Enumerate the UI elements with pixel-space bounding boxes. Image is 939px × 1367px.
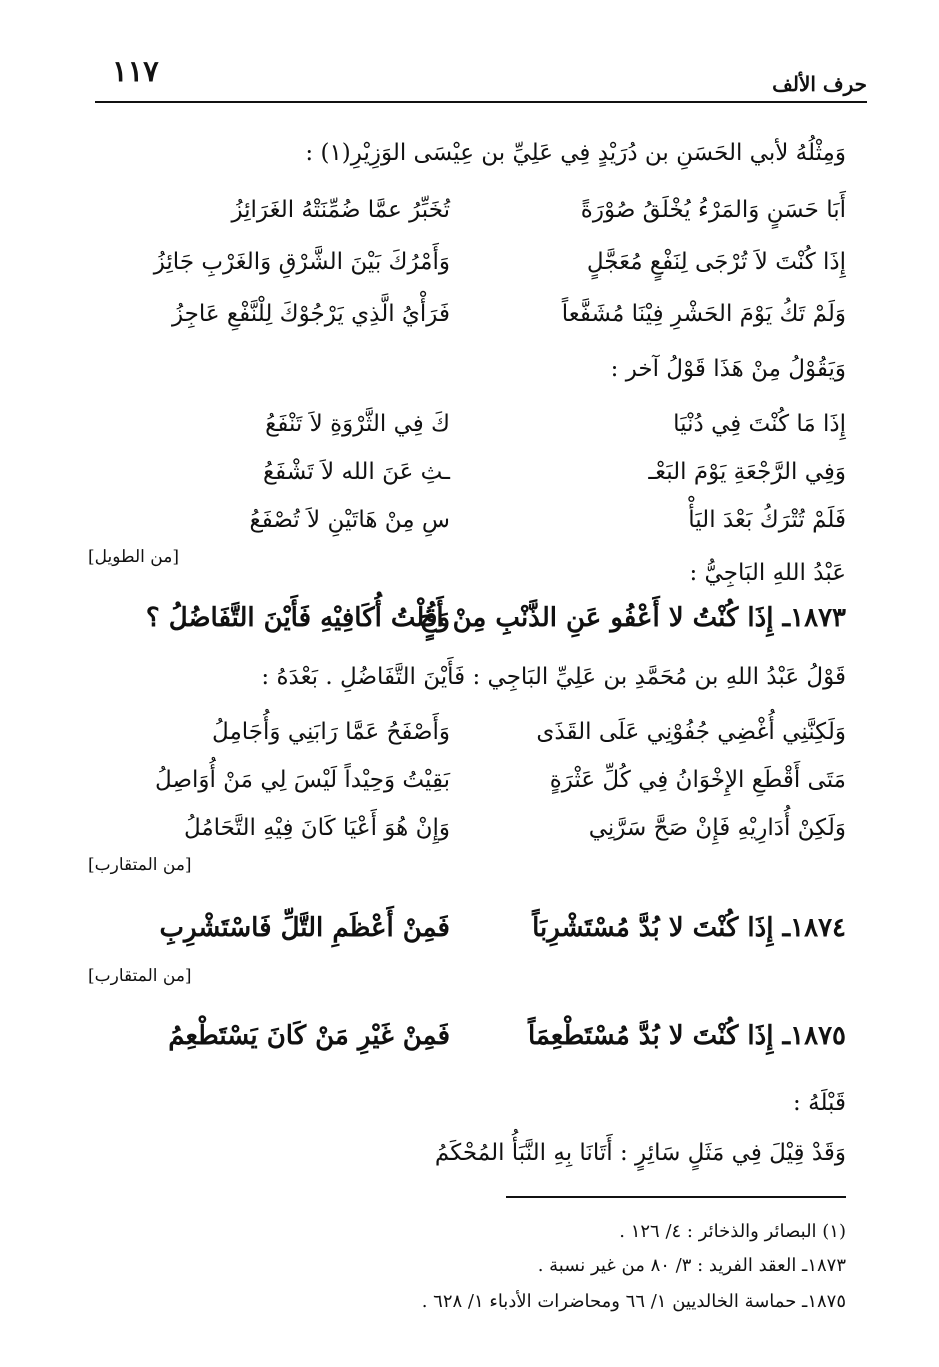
intro-line: وَيَقُوْلُ مِنْ هَذَا قَوْلُ آخر : xyxy=(610,356,846,382)
verse-sadr: أَبَا حَسَنٍ وَالمَرْءُ يُخْلَقُ صُوْرَةً xyxy=(580,197,846,223)
verse-sadr: وَلَكِنَّنِي أُغْضِي جُفُوْنِي عَلَى القَذَى xyxy=(536,719,846,745)
chapter-title: حرف الألف xyxy=(772,72,867,96)
verse-ajz: وَأَمْرُكَ بَيْنَ الشَّرْقِ وَالغَرْبِ جَائِزُ xyxy=(153,249,450,275)
verse-ajz: تُخَبِّرُ عمَّا ضُمِّنَتْهُ الغَرَائِزُ xyxy=(231,197,450,223)
verse-line: وَقَدْ قِيْلَ فِي مَثَلٍ سَائِرٍ : أَتَانَا بِهِ النَّبَأُ المُحْكَمُ xyxy=(434,1140,846,1166)
verse-sadr: وَفِي الرَّجْعَةِ يَوْمَ البَعْـ xyxy=(648,459,846,485)
verse-sadr: إِذَا كُنْتَ لاَ تُرْجَى لِنَفْعٍ مُعَجَّلٍ xyxy=(586,249,846,275)
header-rule xyxy=(95,101,867,103)
meter-label: [من المتقارب] xyxy=(88,855,192,875)
numbered-verse-sadr: ١٨٧٥ـ إِذَا كُنْتَ لا بُدَّ مُسْتَطْعِمَاً xyxy=(527,1021,846,1051)
verse-sadr: وَلَمْ تَكُ يَوْمَ الحَشْرِ فِيْنَا مُشَفَّعاً xyxy=(561,301,846,327)
footnote-rule xyxy=(506,1196,846,1198)
footnote: ١٨٧٣ـ العقد الفريد : ٣/ ٨٠ من غير نسبة . xyxy=(537,1255,846,1276)
verse-sadr: مَتَى أَقْطَعِ الإِخْوَانُ فِي كُلِّ عَثْرَةٍ xyxy=(549,767,846,793)
footnote: (١) البصائر والذخائر : ٤/ ١٢٦ . xyxy=(619,1221,846,1242)
verse-ajz: وَإِنْ هُوَ أَعْيَا كَانَ فِيْهِ التَّحَامُلُ xyxy=(183,815,450,841)
verse-ajz: سِ مِنْ هَاتَيْنِ لاَ تُصْفَعُ xyxy=(249,507,450,533)
numbered-verse-sadr: ١٨٧٣ـ إِذَا كُنْتُ لا أَعْفُو عَنِ الذَّنْبِ مِنْ أَخٍ xyxy=(419,603,846,633)
numbered-verse-sadr: ١٨٧٤ـ إِذَا كُنْتَ لا بُدَّ مُسْتَشْرِبَاً xyxy=(532,913,846,943)
verse-ajz: وَأَصْفَحُ عَمَّا رَابَنِي وَأُجَامِلُ xyxy=(212,719,450,745)
intro-line: وَمِثْلُهُ لأبي الحَسَنِ بن دُرَيْدٍ فِي عَلِيِّ بن عِيْسَى الوَزِيْرِ(١) : xyxy=(305,140,846,166)
meter-label: [من الطويل] xyxy=(88,547,179,567)
intro-line: قَوْلُ عَبْدُ اللهِ بن مُحَمَّدِ بن عَلِيِّ البَاجِي : فَأَيْنَ التَّفَاضُلِ . بَعْدَهُ : xyxy=(261,664,846,690)
verse-ajz: ـثِ عَنَ الله لاَ تَشْفَعُ xyxy=(262,459,450,485)
meter-label: [من المتقارب] xyxy=(88,966,192,986)
intro-line: قَبْلَهُ : xyxy=(793,1090,846,1116)
verse-ajz: فَرَأْيُ الَّذِي يَرْجُوْكَ لِلْنَّفْعِ عَاجِزُ xyxy=(171,301,450,327)
verse-sadr: إِذَا مَا كُنْتَ فِي دُنْيَا xyxy=(673,411,846,437)
footnote: ١٨٧٥ـ حماسة الخالديين ١/ ٦٦ ومحاضرات الأدباء ١/ ٦٢٨ . xyxy=(421,1291,846,1312)
numbered-verse-ajz: فَمِنْ أَعْظَمِ التَّلِّ فَاسْتَشْرِبِ xyxy=(159,913,450,943)
verse-sadr: وَلَكِنْ أُدَارِيْهِ فَإِنْ صَحَّ سَرَّنِي xyxy=(588,815,846,841)
page-number: ١١٧ xyxy=(112,54,159,88)
verse-ajz: بَقِيْتُ وَحِيْداً لَيْسَ لِي مَنْ أُوَاصِلُ xyxy=(155,767,450,793)
numbered-verse-ajz: وَقُلْتُ أُكَافِيْهِ فَأَيْنَ التَّفَاضُلُ ؟ xyxy=(145,603,450,633)
numbered-verse-ajz: فَمِنْ غَيْرِ مَنْ كَانَ يَسْتَطْعِمُ xyxy=(168,1021,450,1051)
author-line: عَبْدُ اللهِ البَاجِيُّ : xyxy=(689,560,846,586)
verse-ajz: كَ فِي الثَّرْوَةِ لاَ تَنْفَعُ xyxy=(265,411,450,437)
verse-sadr: فَلَمْ تُتْرَكُ بَعْدَ اليَأْ xyxy=(688,507,846,533)
